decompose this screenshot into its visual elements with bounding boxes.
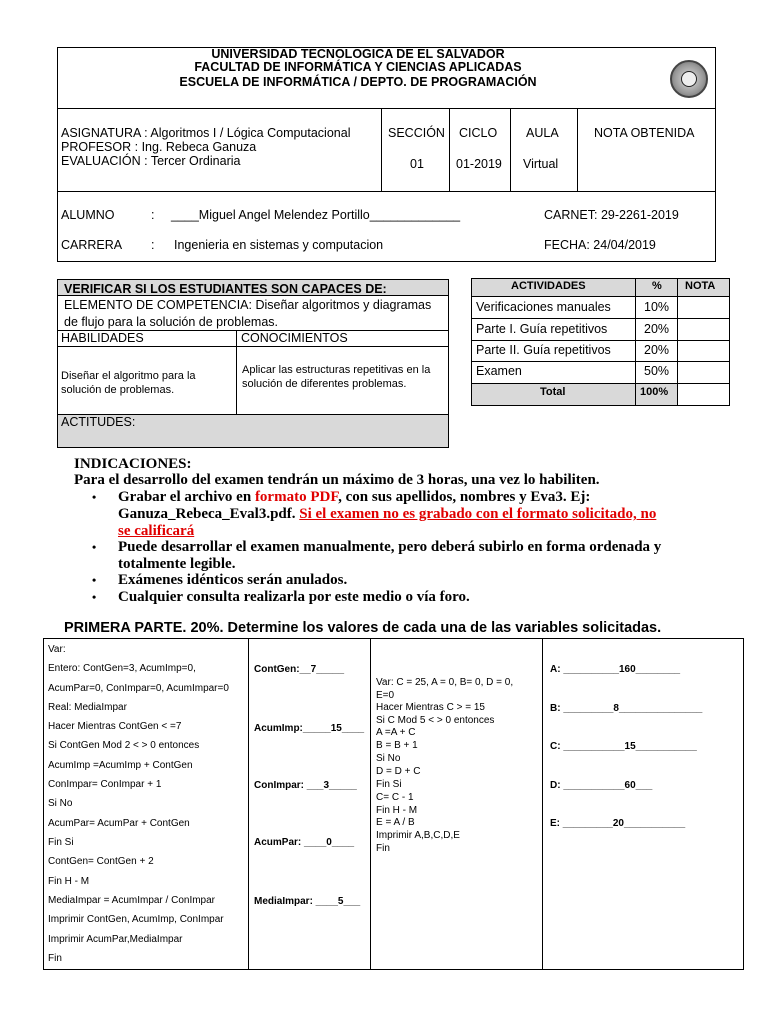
code-line: Fin	[376, 843, 390, 854]
habilidades-label: HABILIDADES	[61, 331, 144, 345]
code-line: Si ContGen Mod 2 < > 0 entonces	[48, 740, 200, 751]
actividad-row: Parte II. Guía repetitivos	[476, 343, 611, 357]
actitudes-label: ACTITUDES:	[61, 415, 136, 429]
elemento-line1: ELEMENTO DE COMPETENCIA: Diseñar algoritmos y diagramas	[64, 298, 432, 312]
indicaciones-title: INDICACIONES:	[74, 456, 192, 472]
actividad-row: Verificaciones manuales	[476, 300, 611, 314]
fecha: FECHA: 24/04/2019	[544, 238, 656, 252]
code-line: Fin H - M	[48, 876, 90, 887]
identicos-text: Exámenes idénticos serán anulados.	[118, 572, 348, 588]
manual-line2: totalmente legible.	[118, 556, 236, 572]
code-line: Imprimir ContGen, AcumImp, ConImpar	[48, 914, 224, 925]
code-line: Fin Si	[48, 837, 74, 848]
col-nota: NOTA	[685, 280, 716, 292]
code-line: Fin	[48, 953, 62, 964]
pdf-filename: Ganuza_Rebeca_Eval3.pdf.	[118, 506, 300, 522]
code-line: Var: C = 25, A = 0, B= 0, D = 0,	[376, 677, 514, 688]
pdf-text-2: , con sus apellidos, nombres y Eva3. Ej:	[338, 489, 591, 505]
alumno-value: ____Miguel Angel Melendez Portillo_____________	[171, 208, 461, 222]
seccion-value: 01	[410, 157, 424, 171]
answer-acumimp: AcumImp:_____15____	[254, 723, 365, 734]
answer-c: C: ___________15___________	[550, 741, 697, 752]
ciclo-label: CICLO	[459, 126, 498, 140]
answer-e: E: _________20___________	[550, 818, 686, 829]
nota-obtenida-label: NOTA OBTENIDA	[594, 126, 695, 140]
code-line: Imprimir A,B,C,D,E	[376, 830, 460, 841]
indicacion-consulta	[92, 589, 692, 606]
answer-b: B: _________8_______________	[550, 703, 703, 714]
competencias-title: VERIFICAR SI LOS ESTUDIANTES SON CAPACES DE:	[64, 282, 387, 296]
faculty-name: FACULTAD DE INFORMÁTICA Y CIENCIAS APLICADAS	[194, 60, 522, 74]
code-line: Fin H - M	[376, 805, 418, 816]
code-line: E = A / B	[376, 817, 415, 828]
answer-conimpar: ConImpar: ___3_____	[254, 780, 357, 791]
code-line: D = D + C	[376, 766, 421, 777]
code-line: Fin Si	[376, 779, 402, 790]
carrera-colon: :	[151, 238, 155, 252]
actividad-pct: 20%	[644, 322, 670, 336]
code-line: AcumPar=0, ConImpar=0, AcumImpar=0	[48, 683, 229, 694]
code-line: Hacer Mientras ContGen < =7	[48, 721, 182, 732]
carnet: CARNET: 29-2261-2019	[544, 208, 679, 222]
conocimientos-label: CONOCIMIENTOS	[241, 331, 348, 345]
primera-parte-title: PRIMERA PARTE. 20%. Determine los valores de cada una de las variables solicitadas.	[64, 620, 662, 636]
answer-d: D: ___________60___	[550, 780, 653, 791]
seccion-label: SECCIÓN	[388, 126, 445, 140]
code-line: Si C Mod 5 < > 0 entonces	[376, 715, 495, 726]
code-line: C= C - 1	[376, 792, 414, 803]
pdf-format-red: formato PDF	[254, 489, 339, 505]
actividad-pct: 20%	[644, 343, 670, 357]
actividad-row: Parte I. Guía repetitivos	[476, 322, 608, 336]
ciclo-value: 01-2019	[456, 157, 502, 171]
bullet-3: •	[92, 573, 97, 587]
conocimientos-line1: Aplicar las estructuras repetitivas en la	[242, 364, 431, 376]
code-line: AcumImp =AcumImp + ContGen	[48, 760, 193, 771]
elemento-line2: de flujo para la solución de problemas.	[64, 315, 279, 329]
code-line: ContGen= ContGen + 2	[48, 856, 154, 867]
total-pct: 100%	[640, 386, 669, 398]
code-line: MediaImpar = AcumImpar / ConImpar	[48, 895, 216, 906]
col-pct: %	[652, 280, 662, 292]
code-line: Hacer Mientras C > = 15	[376, 702, 485, 713]
carrera-value: Ingenieria en sistemas y computacion	[174, 238, 384, 252]
indicacion-identicos	[92, 572, 692, 589]
code-line: B = B + 1	[376, 740, 418, 751]
pdf-warning-1: Si el examen no es grabado con el formato solicitado, no	[299, 506, 657, 522]
aula-value: Virtual	[523, 157, 559, 171]
alumno-colon: :	[151, 208, 155, 222]
answer-contgen: ContGen:__7_____	[254, 664, 345, 675]
actividad-pct: 10%	[644, 300, 670, 314]
bullet-4: •	[92, 590, 97, 604]
answer-mediaimpar: MediaImpar: ____5___	[254, 896, 361, 907]
code-line: ConImpar= ConImpar + 1	[48, 779, 162, 790]
code-line: Imprimir AcumPar,MediaImpar	[48, 934, 183, 945]
pdf-warning-2: se calificará	[118, 523, 195, 539]
code-line: Real: MediaImpar	[48, 702, 127, 713]
bullet-1: •	[92, 490, 97, 504]
consulta-text: Cualquier consulta realizarla por este medio o vía foro.	[118, 589, 470, 605]
school-name: ESCUELA DE INFORMÁTICA / DEPTO. DE PROGRAMACIÓN	[179, 75, 537, 89]
bullet-2: •	[92, 540, 97, 554]
code-line: Entero: ContGen=3, AcumImp=0,	[48, 663, 196, 674]
total-label: Total	[540, 386, 566, 398]
evaluacion: EVALUACIÓN : Tercer Ordinaria	[61, 154, 241, 168]
carrera-label: CARRERA	[61, 238, 123, 252]
code-line: A =A + C	[376, 727, 416, 738]
aula-label: AULA	[526, 126, 559, 140]
habilidades-line1: Diseñar el algoritmo para la	[61, 370, 196, 382]
pdf-text-1: Grabar el archivo en	[118, 489, 255, 505]
manual-line1: Puede desarrollar el examen manualmente, pero deberá subirlo en forma ordenada y	[118, 539, 662, 555]
conocimientos-line2: solución de diferentes problemas.	[242, 378, 407, 390]
university-name: UNIVERSIDAD TECNOLOGICA DE EL SALVADOR	[211, 47, 505, 61]
alumno-label: ALUMNO	[61, 208, 115, 222]
profesor: PROFESOR : Ing. Rebeca Ganuza	[61, 140, 257, 154]
habilidades-line2: solución de problemas.	[61, 384, 175, 396]
col-actividades: ACTIVIDADES	[511, 280, 586, 292]
answer-a: A: __________160________	[550, 664, 681, 675]
indicacion-pdf	[92, 489, 692, 540]
code-line: Si No	[48, 798, 73, 809]
code-line: AcumPar= AcumPar + ContGen	[48, 818, 190, 829]
code-line: Si No	[376, 753, 401, 764]
actividad-row: Examen	[476, 364, 522, 378]
answer-acumpar: AcumPar: ____0____	[254, 837, 355, 848]
indicaciones-intro: Para el desarrollo del examen tendrán un máximo de 3 horas, una vez lo habiliten.	[74, 472, 600, 488]
asignatura: ASIGNATURA : Algoritmos I / Lógica Computacional	[61, 126, 351, 140]
code-line: Var:	[48, 644, 66, 655]
code-line: E=0	[376, 690, 395, 701]
actividad-pct: 50%	[644, 364, 670, 378]
indicacion-manual	[92, 539, 692, 573]
university-seal-icon	[670, 60, 708, 98]
